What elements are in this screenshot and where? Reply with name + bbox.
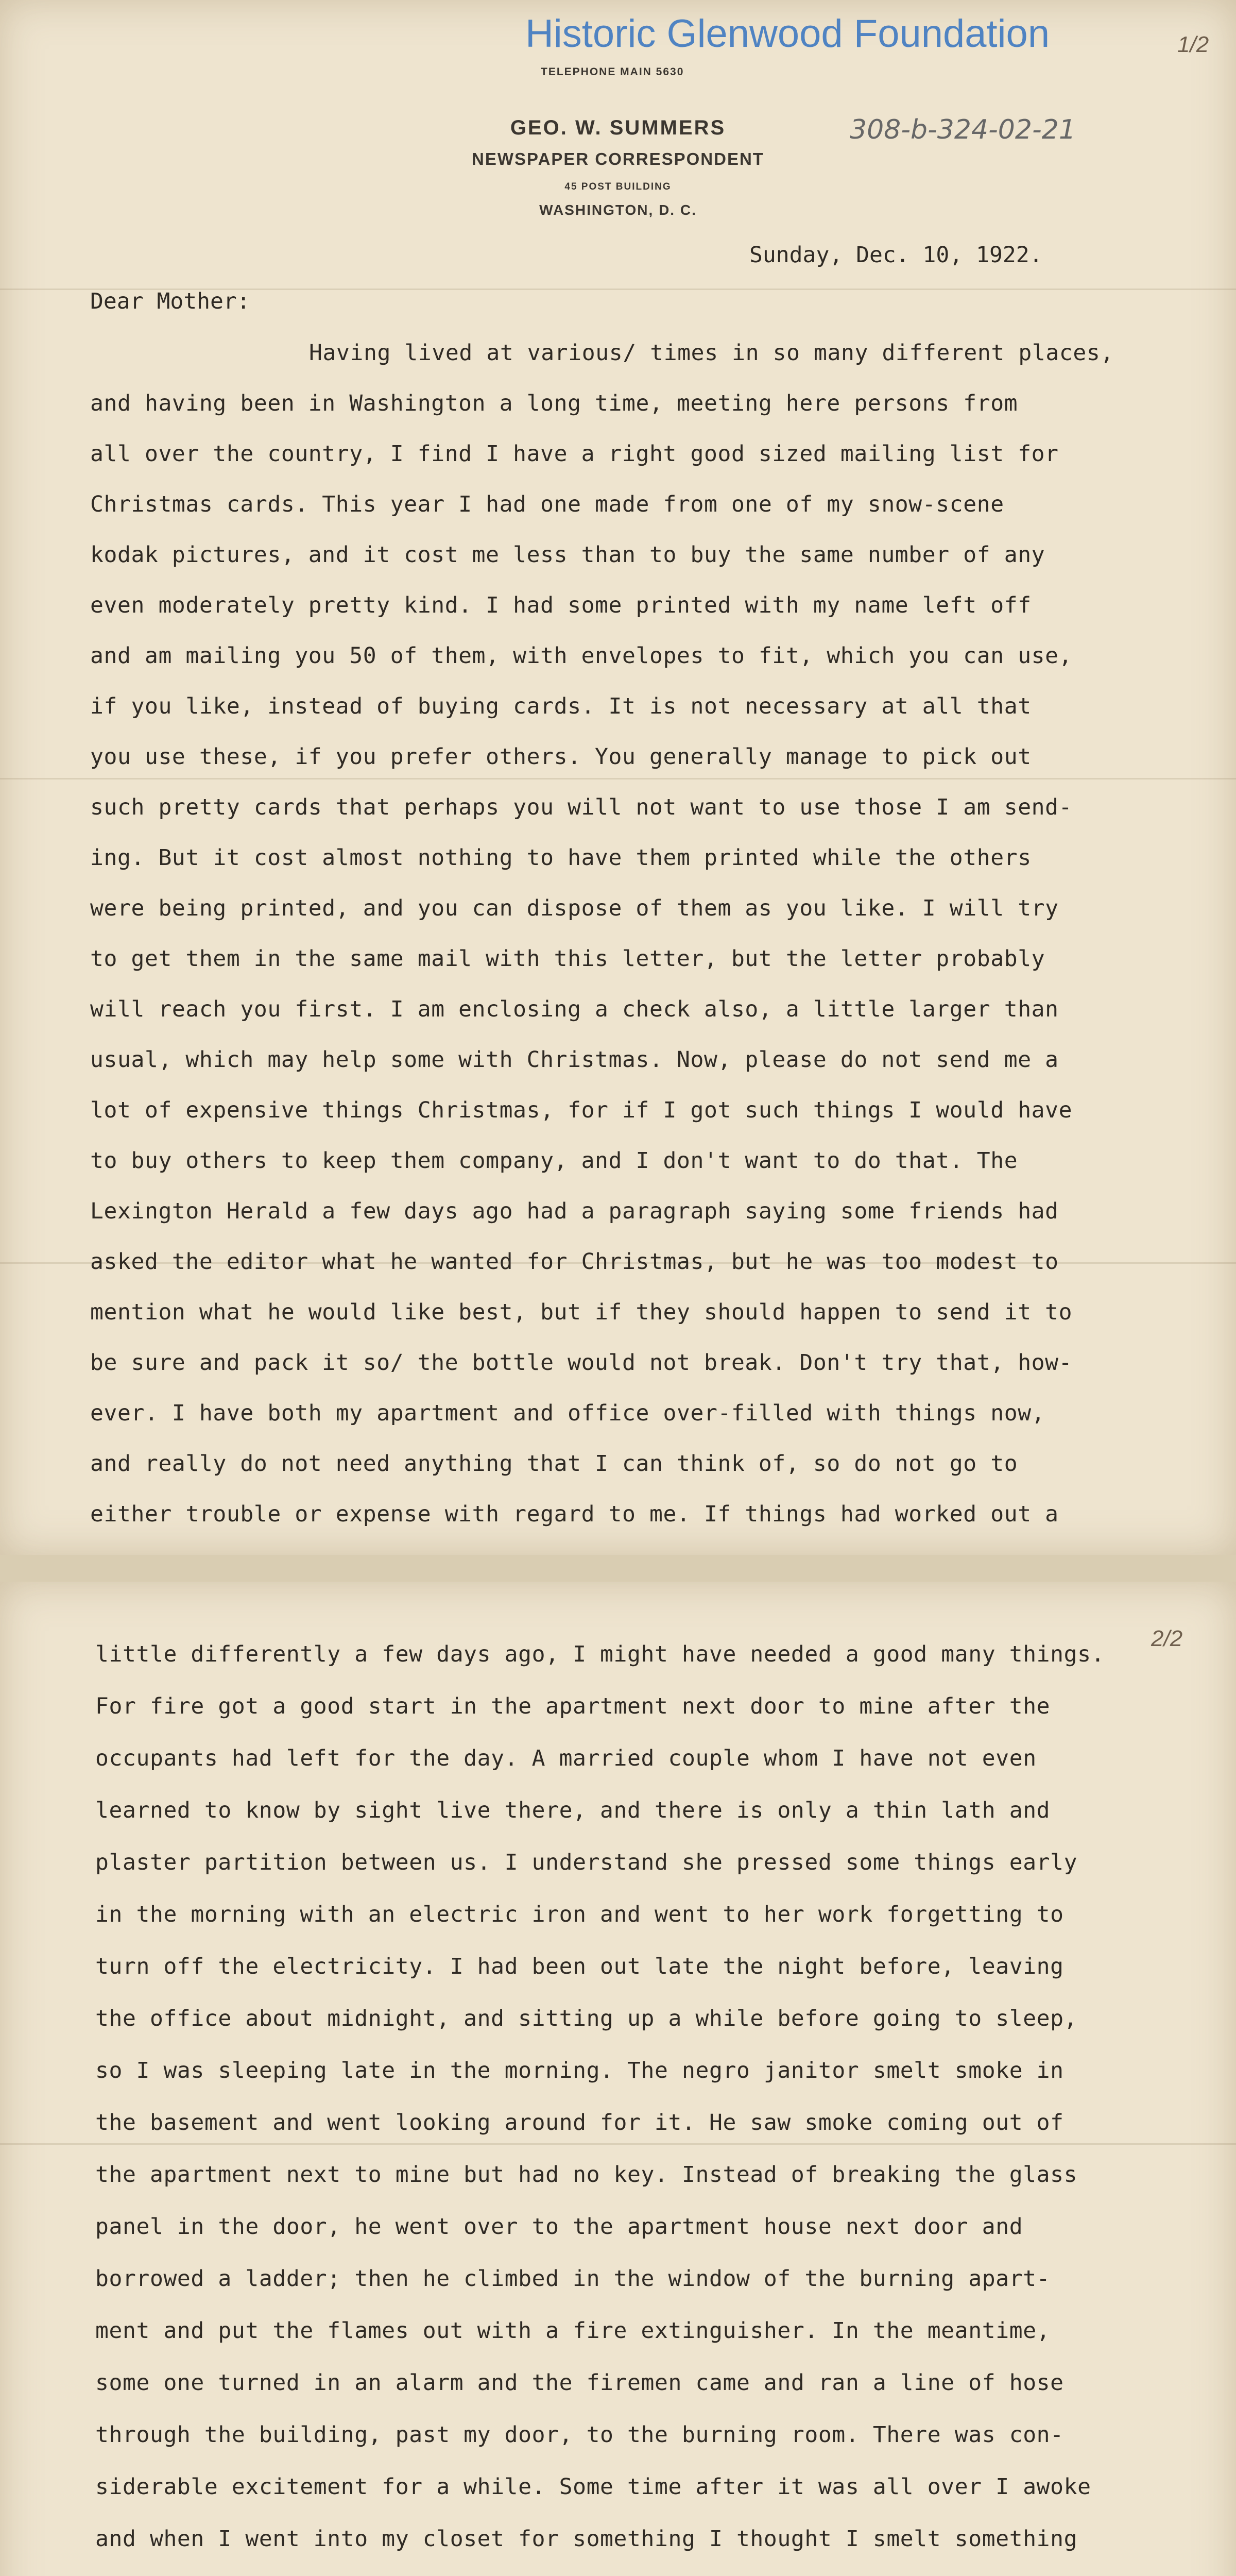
text-line: either trouble or expense with regard to me. If things had worked out a [90,1501,1059,1527]
text-line: so I was sleeping late in the morning. The negro janitor smelt smoke in [95,2058,1064,2083]
text-line: asked the editor what he wanted for Christmas, but he was too modest to [90,1249,1059,1275]
text-line: turn off the electricity. I had been out late the night before, leaving [95,1954,1064,1979]
text-line: little differently a few days ago, I might have needed a good many things. [95,1641,1105,1667]
letterhead-name: GEO. W. SUMMERS [510,116,726,139]
document-number: 308-b-324-02-21 [850,114,1076,145]
letterhead-telephone: TELEPHONE MAIN 5630 [541,66,684,78]
text-line: learned to know by sight live there, and there is only a thin lath and [95,1798,1051,1823]
letterhead-city: WASHINGTON, D. C. [539,202,697,218]
archive-watermark: Historic Glenwood Foundation [525,12,1050,56]
text-line: such pretty cards that perhaps you will not want to use those I am send- [90,794,1073,820]
text-line: usual, which may help some with Christmas. Now, please do not send me a [90,1047,1059,1073]
fold-line [0,778,1236,779]
text-line: plaster partition between us. I understand she pressed some things early [95,1850,1078,1875]
letterhead-title: NEWSPAPER CORRESPONDENT [472,149,764,168]
text-line: will reach you first. I am enclosing a check also, a little larger than [90,996,1059,1022]
letter-page-2 [0,1582,1236,2576]
text-line: you use these, if you prefer others. You generally manage to pick out [90,744,1032,770]
text-line: in the morning with an electric iron and went to her work forgetting to [95,1902,1064,1927]
text-line: lot of expensive things Christmas, for if I got such things I would have [90,1097,1073,1123]
text-line: the office about midnight, and sitting up a while before going to sleep, [95,2006,1078,2031]
fold-line [0,2143,1236,2145]
text-line: be sure and pack it so/ the bottle would not break. Don't try that, how- [90,1350,1073,1376]
text-line: and am mailing you 50 of them, with envelopes to fit, which you can use, [90,643,1073,669]
text-line: some one turned in an alarm and the firemen came and ran a line of hose [95,2370,1064,2396]
page-number-2: 2/2 [1151,1626,1183,1651]
text-line: the basement and went looking around for it. He saw smoke coming out of [95,2110,1064,2136]
text-line: even moderately pretty kind. I had some printed with my name left off [90,592,1032,618]
text-line: and when I went into my closet for something I thought I smelt something [95,2526,1078,2552]
text-line: and having been in Washington a long time, meeting here persons from [90,391,1018,416]
text-line: kodak pictures, and it cost me less than to buy the same number of any [90,542,1045,568]
text-line: occupants had left for the day. A married couple whom I have not even [95,1745,1037,1771]
letter-date: Sunday, Dec. 10, 1922. [749,242,1043,268]
text-line: ever. I have both my apartment and office over-filled with things now, [90,1400,1045,1426]
letterhead-address: 45 POST BUILDING [564,181,672,192]
text-line: to buy others to keep them company, and I don't want to do that. The [90,1148,1018,1174]
text-line: Having lived at various/ times in so many different places, [309,340,1114,366]
text-line: Christmas cards. This year I had one made from one of my snow-scene [90,492,1004,517]
text-line: siderable excitement for a while. Some time after it was all over I awoke [95,2474,1091,2500]
page-number-1: 1/2 [1177,32,1209,57]
text-line: and really do not need anything that I can think of, so do not go to [90,1451,1018,1477]
text-line: ing. But it cost almost nothing to have them printed while the others [90,845,1032,871]
salutation: Dear Mother: [90,289,250,314]
text-line: For fire got a good start in the apartment next door to mine after the [95,1693,1051,1719]
text-line: mention what he would like best, but if they should happen to send it to [90,1299,1073,1325]
text-line: all over the country, I find I have a right good sized mailing list for [90,441,1059,467]
text-line: borrowed a ladder; then he climbed in the window of the burning apart- [95,2266,1051,2292]
text-line: Lexington Herald a few days ago had a paragraph saying some friends had [90,1198,1059,1224]
text-line: were being printed, and you can dispose of them as you like. I will try [90,895,1059,921]
text-line: if you like, instead of buying cards. It is not necessary at all that [90,693,1032,719]
text-line: through the building, past my door, to the burning room. There was con- [95,2422,1064,2448]
text-line: ment and put the flames out with a fire extinguisher. In the meantime, [95,2318,1051,2344]
text-line: to get them in the same mail with this letter, but the letter probably [90,946,1045,972]
text-line: panel in the door, he went over to the apartment house next door and [95,2214,1023,2240]
text-line: the apartment next to mine but had no key. Instead of breaking the glass [95,2162,1078,2188]
